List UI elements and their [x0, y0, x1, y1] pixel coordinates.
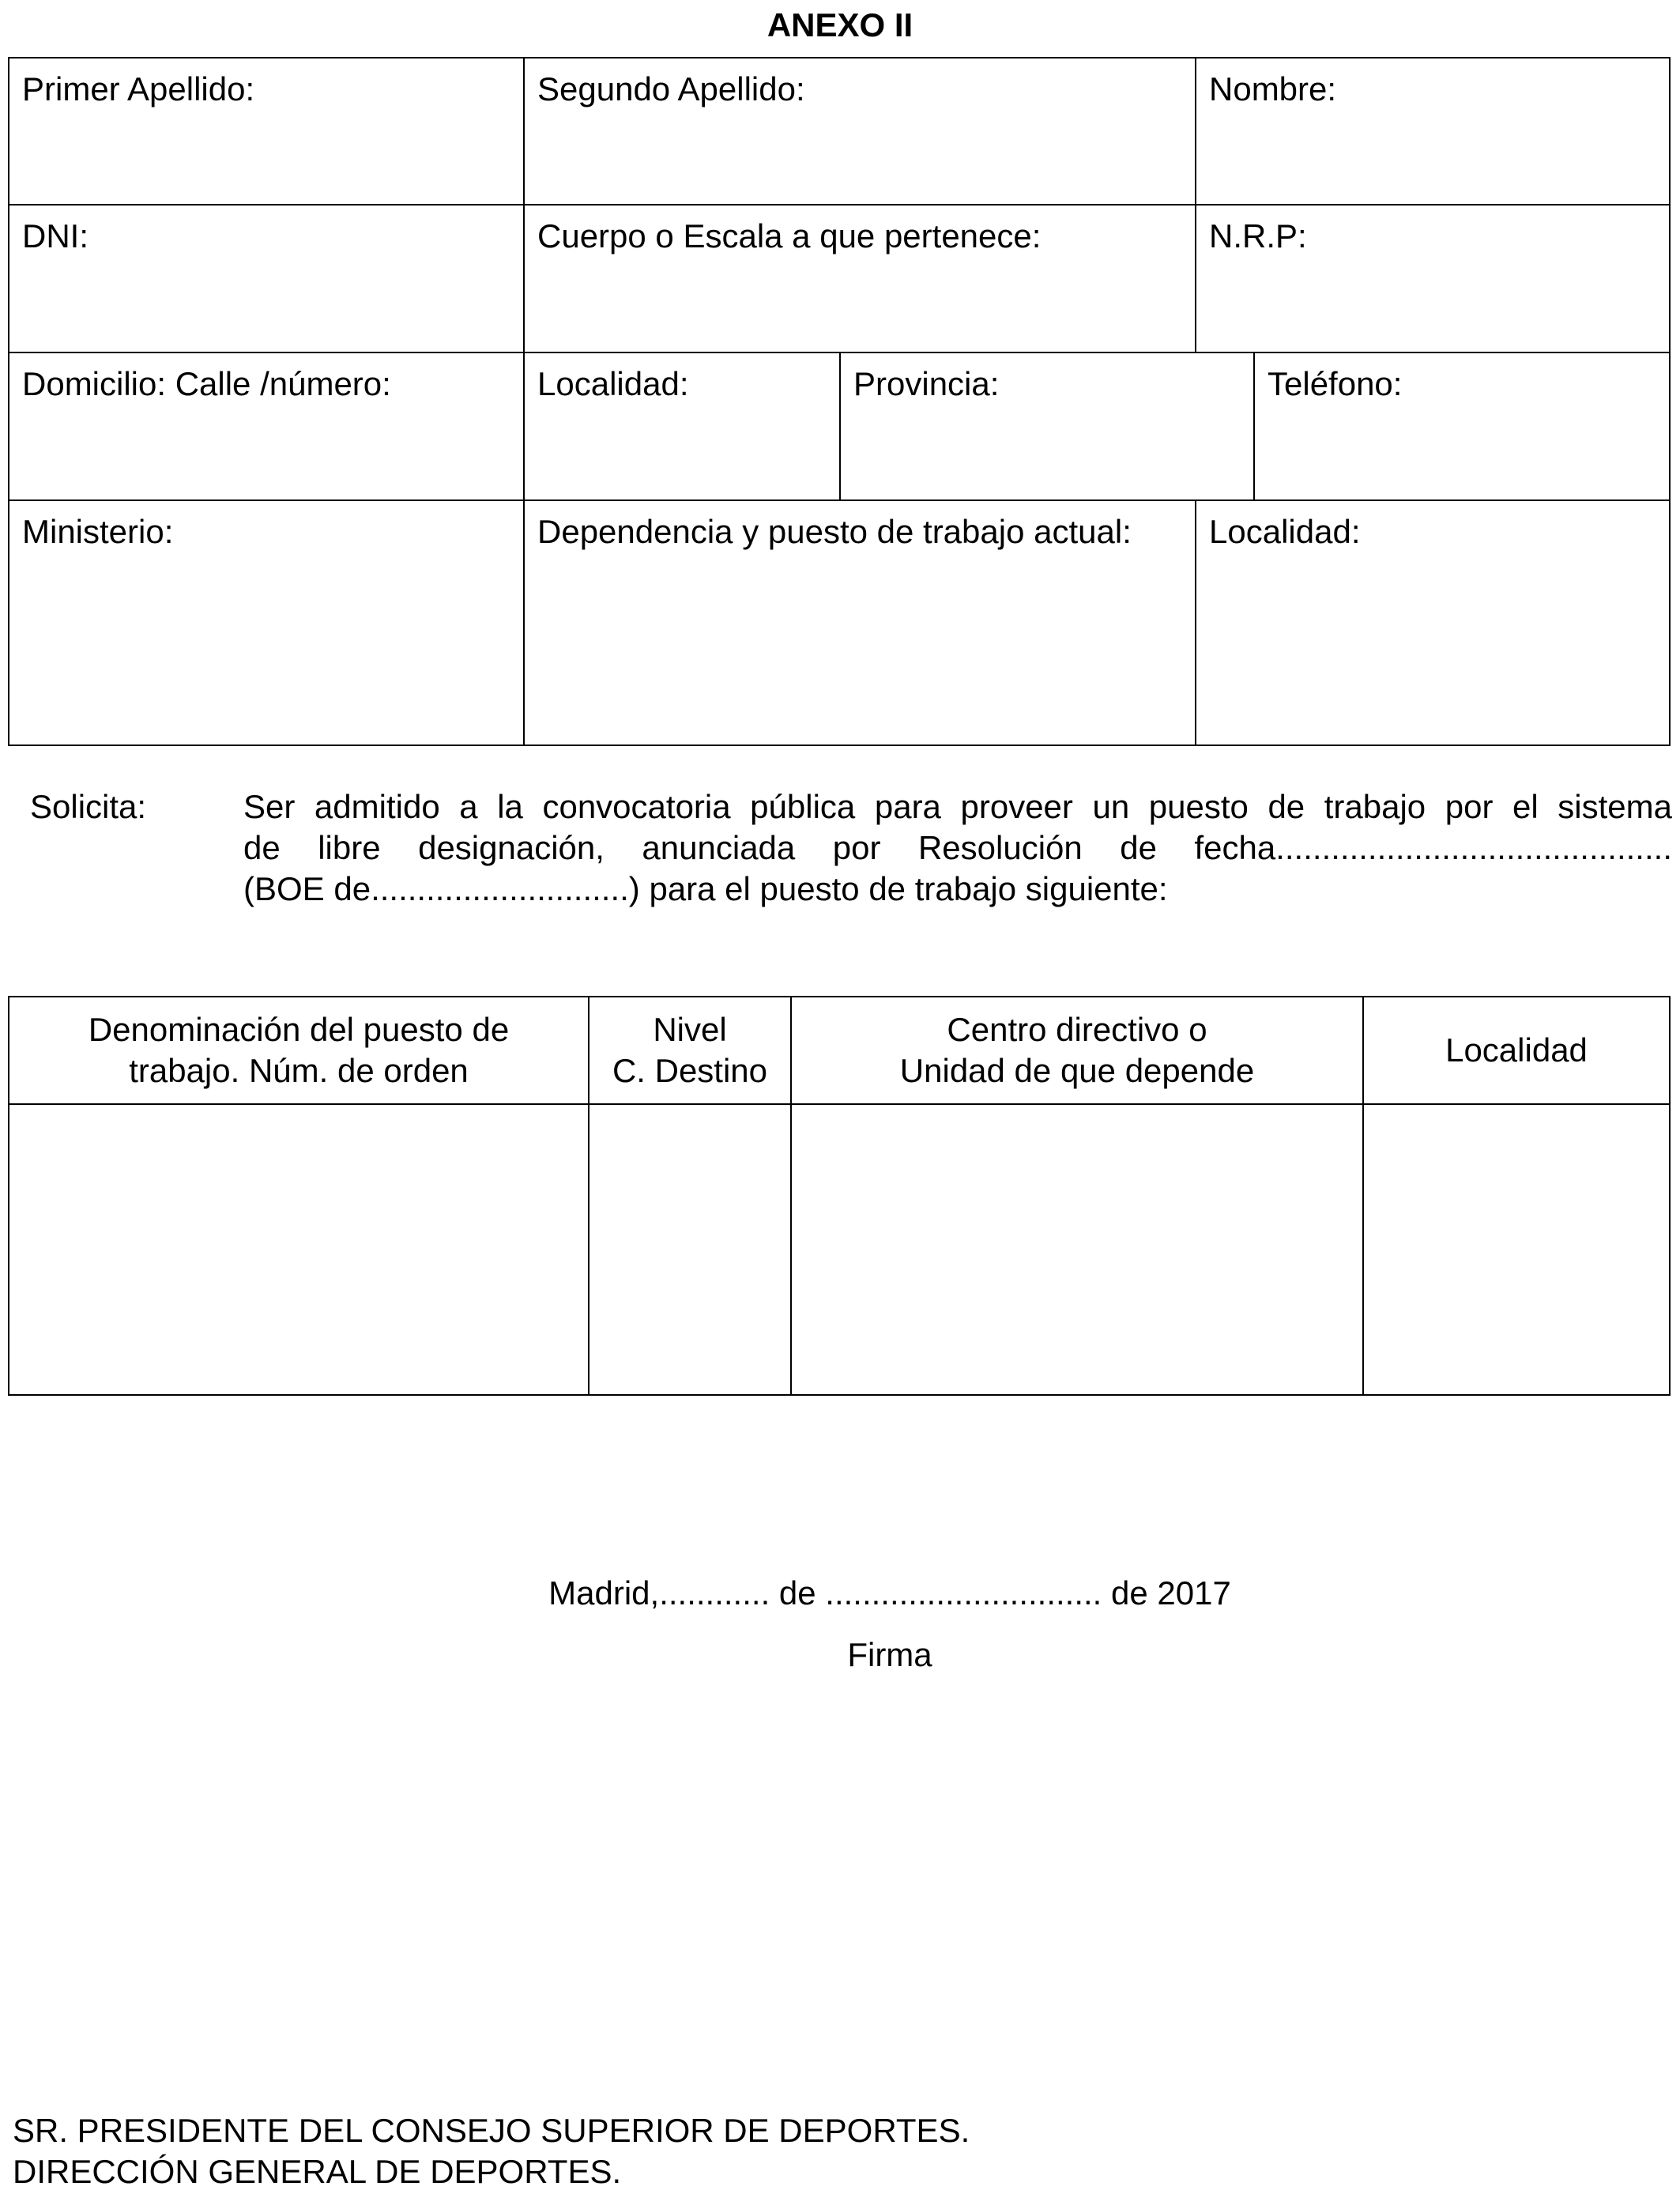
date-line: Madrid,............ de .............................. de 2017 — [548, 1574, 1231, 1612]
domicilio-field[interactable]: Domicilio: Calle /número: — [22, 365, 391, 402]
header-line: Denominación del puesto de — [88, 1011, 510, 1048]
header-line: Nivel — [653, 1011, 727, 1048]
dni-field[interactable]: DNI: — [22, 217, 89, 254]
header-localidad — [1364, 997, 1669, 1103]
cuerpo-escala-field[interactable]: Cuerpo o Escala a que pertenece: — [537, 217, 1042, 254]
table-cell-centro[interactable] — [792, 1105, 1362, 1394]
ministerio-field[interactable]: Ministerio: — [22, 513, 174, 550]
signature-label: Firma — [847, 1636, 932, 1673]
localidad-domicilio-field[interactable]: Localidad: — [537, 365, 689, 402]
header-line: C. Destino — [612, 1052, 768, 1089]
solicita-line: Ser admitido a la convocatoria pública para proveer un puesto de trabajo por el sistema — [243, 788, 1672, 825]
table-cell-nivel[interactable] — [590, 1105, 790, 1394]
solicita-line: (BOE de............................) para el puesto de trabajo siguiente: — [243, 870, 1168, 907]
nrp-field[interactable]: N.R.P: — [1209, 217, 1307, 254]
header-denominacion — [9, 997, 588, 1103]
header-line: Localidad — [1445, 1031, 1588, 1069]
solicita-label: Solicita: — [30, 788, 147, 825]
segundo-apellido-field[interactable]: Segundo Apellido: — [537, 70, 805, 107]
dependencia-field[interactable]: Dependencia y puesto de trabajo actual: — [537, 513, 1132, 550]
solicita-text — [243, 786, 1672, 910]
header-line: Unidad de que depende — [899, 1052, 1255, 1089]
telefono-field[interactable]: Teléfono: — [1268, 365, 1403, 402]
provincia-field[interactable]: Provincia: — [853, 365, 1000, 402]
table-cell-localidad[interactable] — [1364, 1105, 1669, 1394]
solicita-line: de libre designación, anunciada por Resolución de fecha........................................... — [243, 829, 1672, 866]
primer-apellido-field[interactable]: Primer Apellido: — [22, 70, 255, 107]
page-title: ANEXO II — [767, 6, 913, 43]
header-centro-directivo — [792, 997, 1362, 1103]
nombre-field[interactable]: Nombre: — [1209, 70, 1337, 107]
localidad-trabajo-field[interactable]: Localidad: — [1209, 513, 1361, 550]
header-line: trabajo. Núm. de orden — [129, 1052, 469, 1089]
table-cell-denominacion[interactable] — [9, 1105, 588, 1394]
addressee-line: DIRECCIÓN GENERAL DE DEPORTES. — [13, 2153, 622, 2190]
header-line: Centro directivo o — [947, 1011, 1207, 1048]
addressee-line: SR. PRESIDENTE DEL CONSEJO SUPERIOR DE DEPORTES. — [13, 2112, 970, 2149]
header-nivel — [590, 997, 790, 1103]
